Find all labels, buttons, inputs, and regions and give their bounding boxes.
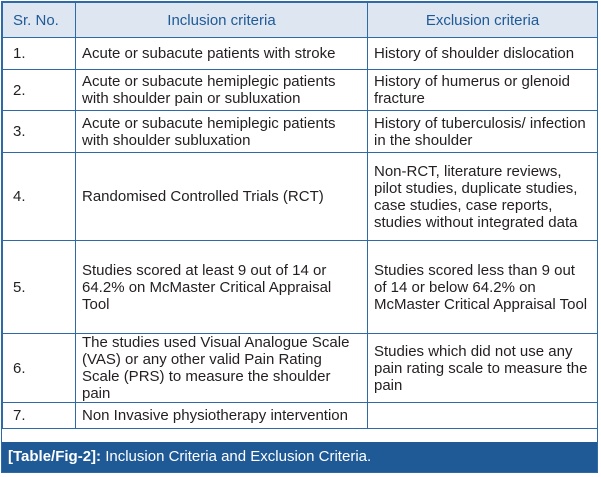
cell-exclusion: History of tuberculosis/ infection in the shoulder [368, 111, 598, 153]
cell-inclusion: Non Invasive physiotherapy intervention [76, 403, 368, 429]
header-inclusion: Inclusion criteria [76, 3, 368, 38]
cell-exclusion: History of humerus or glenoid fracture [368, 70, 598, 111]
cell-exclusion: History of shoulder dislocation [368, 38, 598, 70]
header-row [3, 3, 598, 38]
table-row [3, 153, 598, 241]
criteria-table-figure [1, 1, 598, 473]
cell-sr: 3. [3, 111, 76, 153]
table-row [3, 334, 598, 403]
table-row [3, 70, 598, 111]
figure-caption [2, 442, 597, 472]
header-exclusion: Exclusion criteria [368, 3, 598, 38]
cell-inclusion: Acute or subacute patients with stroke [76, 38, 368, 70]
table-row [3, 111, 598, 153]
header-sr-no: Sr. No. [3, 3, 76, 38]
table-row [3, 241, 598, 334]
cell-inclusion: The studies used Visual Analogue Scale (VAS) or any other valid Pain Rating Scale (PRS) to measure the shoulder pain [76, 334, 368, 403]
cell-inclusion: Randomised Controlled Trials (RCT) [76, 153, 368, 241]
table-row [3, 38, 598, 70]
cell-sr: 7. [3, 403, 76, 429]
criteria-table [2, 2, 598, 429]
cell-sr: 2. [3, 70, 76, 111]
cell-exclusion: Non-RCT, literature reviews, pilot studies, duplicate studies, case studies, case reports, studies without integrated data [368, 153, 598, 241]
caption-text: Inclusion Criteria and Exclusion Criteria. [101, 448, 372, 465]
cell-inclusion: Acute or subacute hemiplegic patients with shoulder pain or subluxation [76, 70, 368, 111]
cell-exclusion [368, 403, 598, 429]
cell-exclusion: Studies which did not use any pain rating scale to measure the pain [368, 334, 598, 403]
cell-sr: 6. [3, 334, 76, 403]
cell-sr: 1. [3, 38, 76, 70]
cell-inclusion: Acute or subacute hemiplegic patients with shoulder subluxation [76, 111, 368, 153]
cell-inclusion: Studies scored at least 9 out of 14 or 64.2% on McMaster Critical Appraisal Tool [76, 241, 368, 334]
cell-sr: 5. [3, 241, 76, 334]
caption-label: [Table/Fig-2]: [8, 448, 102, 465]
table-row [3, 403, 598, 429]
cell-sr: 4. [3, 153, 76, 241]
cell-exclusion: Studies scored less than 9 out of 14 or below 64.2% on McMaster Critical Appraisal Tool [368, 241, 598, 334]
